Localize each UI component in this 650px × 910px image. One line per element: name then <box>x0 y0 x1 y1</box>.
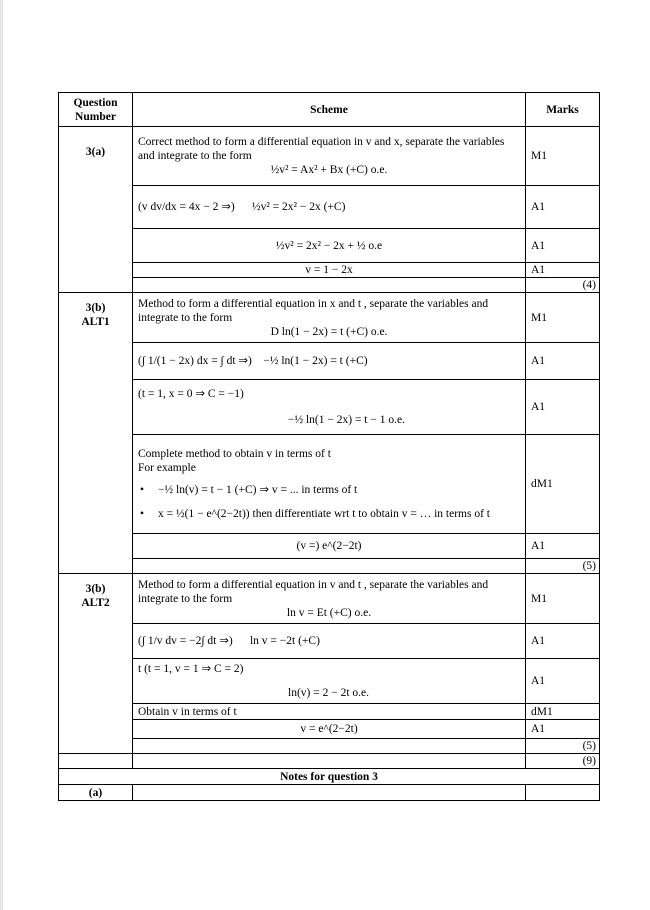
scheme-text: (v dv/dx = 4x − 2 ⇒) <box>138 201 235 213</box>
scheme-text: (∫ 1/v dv = −2∫ dt ⇒) <box>138 635 233 647</box>
question-number-header: Question Number <box>59 93 133 127</box>
mark: A1 <box>526 659 600 704</box>
scheme-math: ln v = Et (+C) o.e. <box>286 606 372 619</box>
scheme-math: (v =) e^(2−2t) <box>133 534 526 559</box>
part-total: (5) <box>526 739 600 754</box>
mark: dM1 <box>526 435 600 534</box>
part-total: (5) <box>526 559 600 574</box>
table-row <box>59 435 600 534</box>
table-row <box>59 704 600 720</box>
table-row <box>59 229 600 263</box>
mark: A1 <box>526 720 600 739</box>
question-label <box>59 293 133 574</box>
question-label: 3(a) <box>59 127 133 293</box>
scheme-math: v = e^(2−2t) <box>133 720 526 739</box>
scheme-text: Method to form a differential equation in v and t , separate the variables and integrate to the form <box>138 578 489 605</box>
table-row <box>59 293 600 343</box>
notes-title: Notes for question 3 <box>59 769 600 785</box>
notes-a-row <box>59 785 600 801</box>
mark: M1 <box>526 574 600 624</box>
scheme-text: (t = 1, x = 0 ⇒ C = −1) <box>138 388 244 400</box>
question-label-main: 3(b) <box>85 583 106 595</box>
table-row <box>59 380 600 435</box>
scheme-math: −½ ln(1 − 2x) = t − 1 o.e. <box>288 414 405 426</box>
scheme-math: ½v² = Ax² + Bx (+C) o.e. <box>270 164 388 176</box>
mark: M1 <box>526 127 600 186</box>
mark: A1 <box>526 229 600 263</box>
scheme-text-example: For example <box>138 462 196 474</box>
question-label-main: 3(b) <box>85 302 106 314</box>
scheme-text: t (t = 1, v = 1 ⇒ C = 2) <box>138 663 244 675</box>
table-row <box>59 534 600 559</box>
scheme-text: Method to form a differential equation in x and t , separate the variables and integrate to the form <box>138 297 489 324</box>
table-row <box>59 263 600 278</box>
bullet-item: • x = ½(1 − e^(2−2t)) then differentiate wrt t to obtain v = … in terms of t <box>138 507 520 521</box>
scheme-math: v = 1 − 2x <box>133 263 526 278</box>
part-total: (4) <box>526 278 600 293</box>
scheme-math: ln(v) = 2 − 2t o.e. <box>288 687 369 699</box>
total-row <box>59 559 600 574</box>
bullet-item: • −½ ln(v) = t − 1 (+C) ⇒ v = ... in terms of t <box>138 483 520 497</box>
table-row <box>59 186 600 229</box>
question-label-sub: ALT1 <box>81 316 110 328</box>
scheme-math: ln v = −2t (+C) <box>249 635 320 647</box>
notes-label: (a) <box>59 785 133 801</box>
table-row <box>59 624 600 659</box>
scheme-math: ½v² = 2x² − 2x + ½ o.e <box>133 229 526 263</box>
scheme-math: ½v² = 2x² − 2x (+C) <box>251 201 346 213</box>
mark-scheme-table <box>58 92 600 801</box>
scheme-text: Obtain v in terms of t <box>133 704 526 720</box>
mark: A1 <box>526 624 600 659</box>
scheme-text: Correct method to form a differential equation in v and x, separate the variables and integrate to the form <box>138 136 505 162</box>
table-row <box>59 343 600 380</box>
question-label <box>59 574 133 754</box>
scheme-math: D ln(1 − 2x) = t (+C) o.e. <box>270 325 388 338</box>
page-edge <box>0 0 3 910</box>
scheme-text: (∫ 1/(1 − 2x) dx = ∫ dt ⇒) <box>138 355 252 367</box>
table-row <box>59 574 600 624</box>
table-row <box>59 127 600 186</box>
grand-total-row <box>59 754 600 769</box>
table-row <box>59 720 600 739</box>
mark: A1 <box>526 534 600 559</box>
notes-row <box>59 769 600 785</box>
scheme-text: Complete method to obtain v in terms of t <box>138 448 331 460</box>
mark: A1 <box>526 186 600 229</box>
total-row <box>59 739 600 754</box>
grand-total: (9) <box>526 754 600 769</box>
question-label-sub: ALT2 <box>81 597 110 609</box>
table-row <box>59 659 600 704</box>
mark: M1 <box>526 293 600 343</box>
mark: A1 <box>526 263 600 278</box>
total-row <box>59 278 600 293</box>
header-row <box>59 93 600 127</box>
scheme-math: −½ ln(1 − 2x) = t (+C) <box>263 355 368 367</box>
marks-header: Marks <box>526 93 600 127</box>
mark: dM1 <box>526 704 600 720</box>
scheme-header: Scheme <box>133 93 526 127</box>
mark: A1 <box>526 380 600 435</box>
mark: A1 <box>526 343 600 380</box>
